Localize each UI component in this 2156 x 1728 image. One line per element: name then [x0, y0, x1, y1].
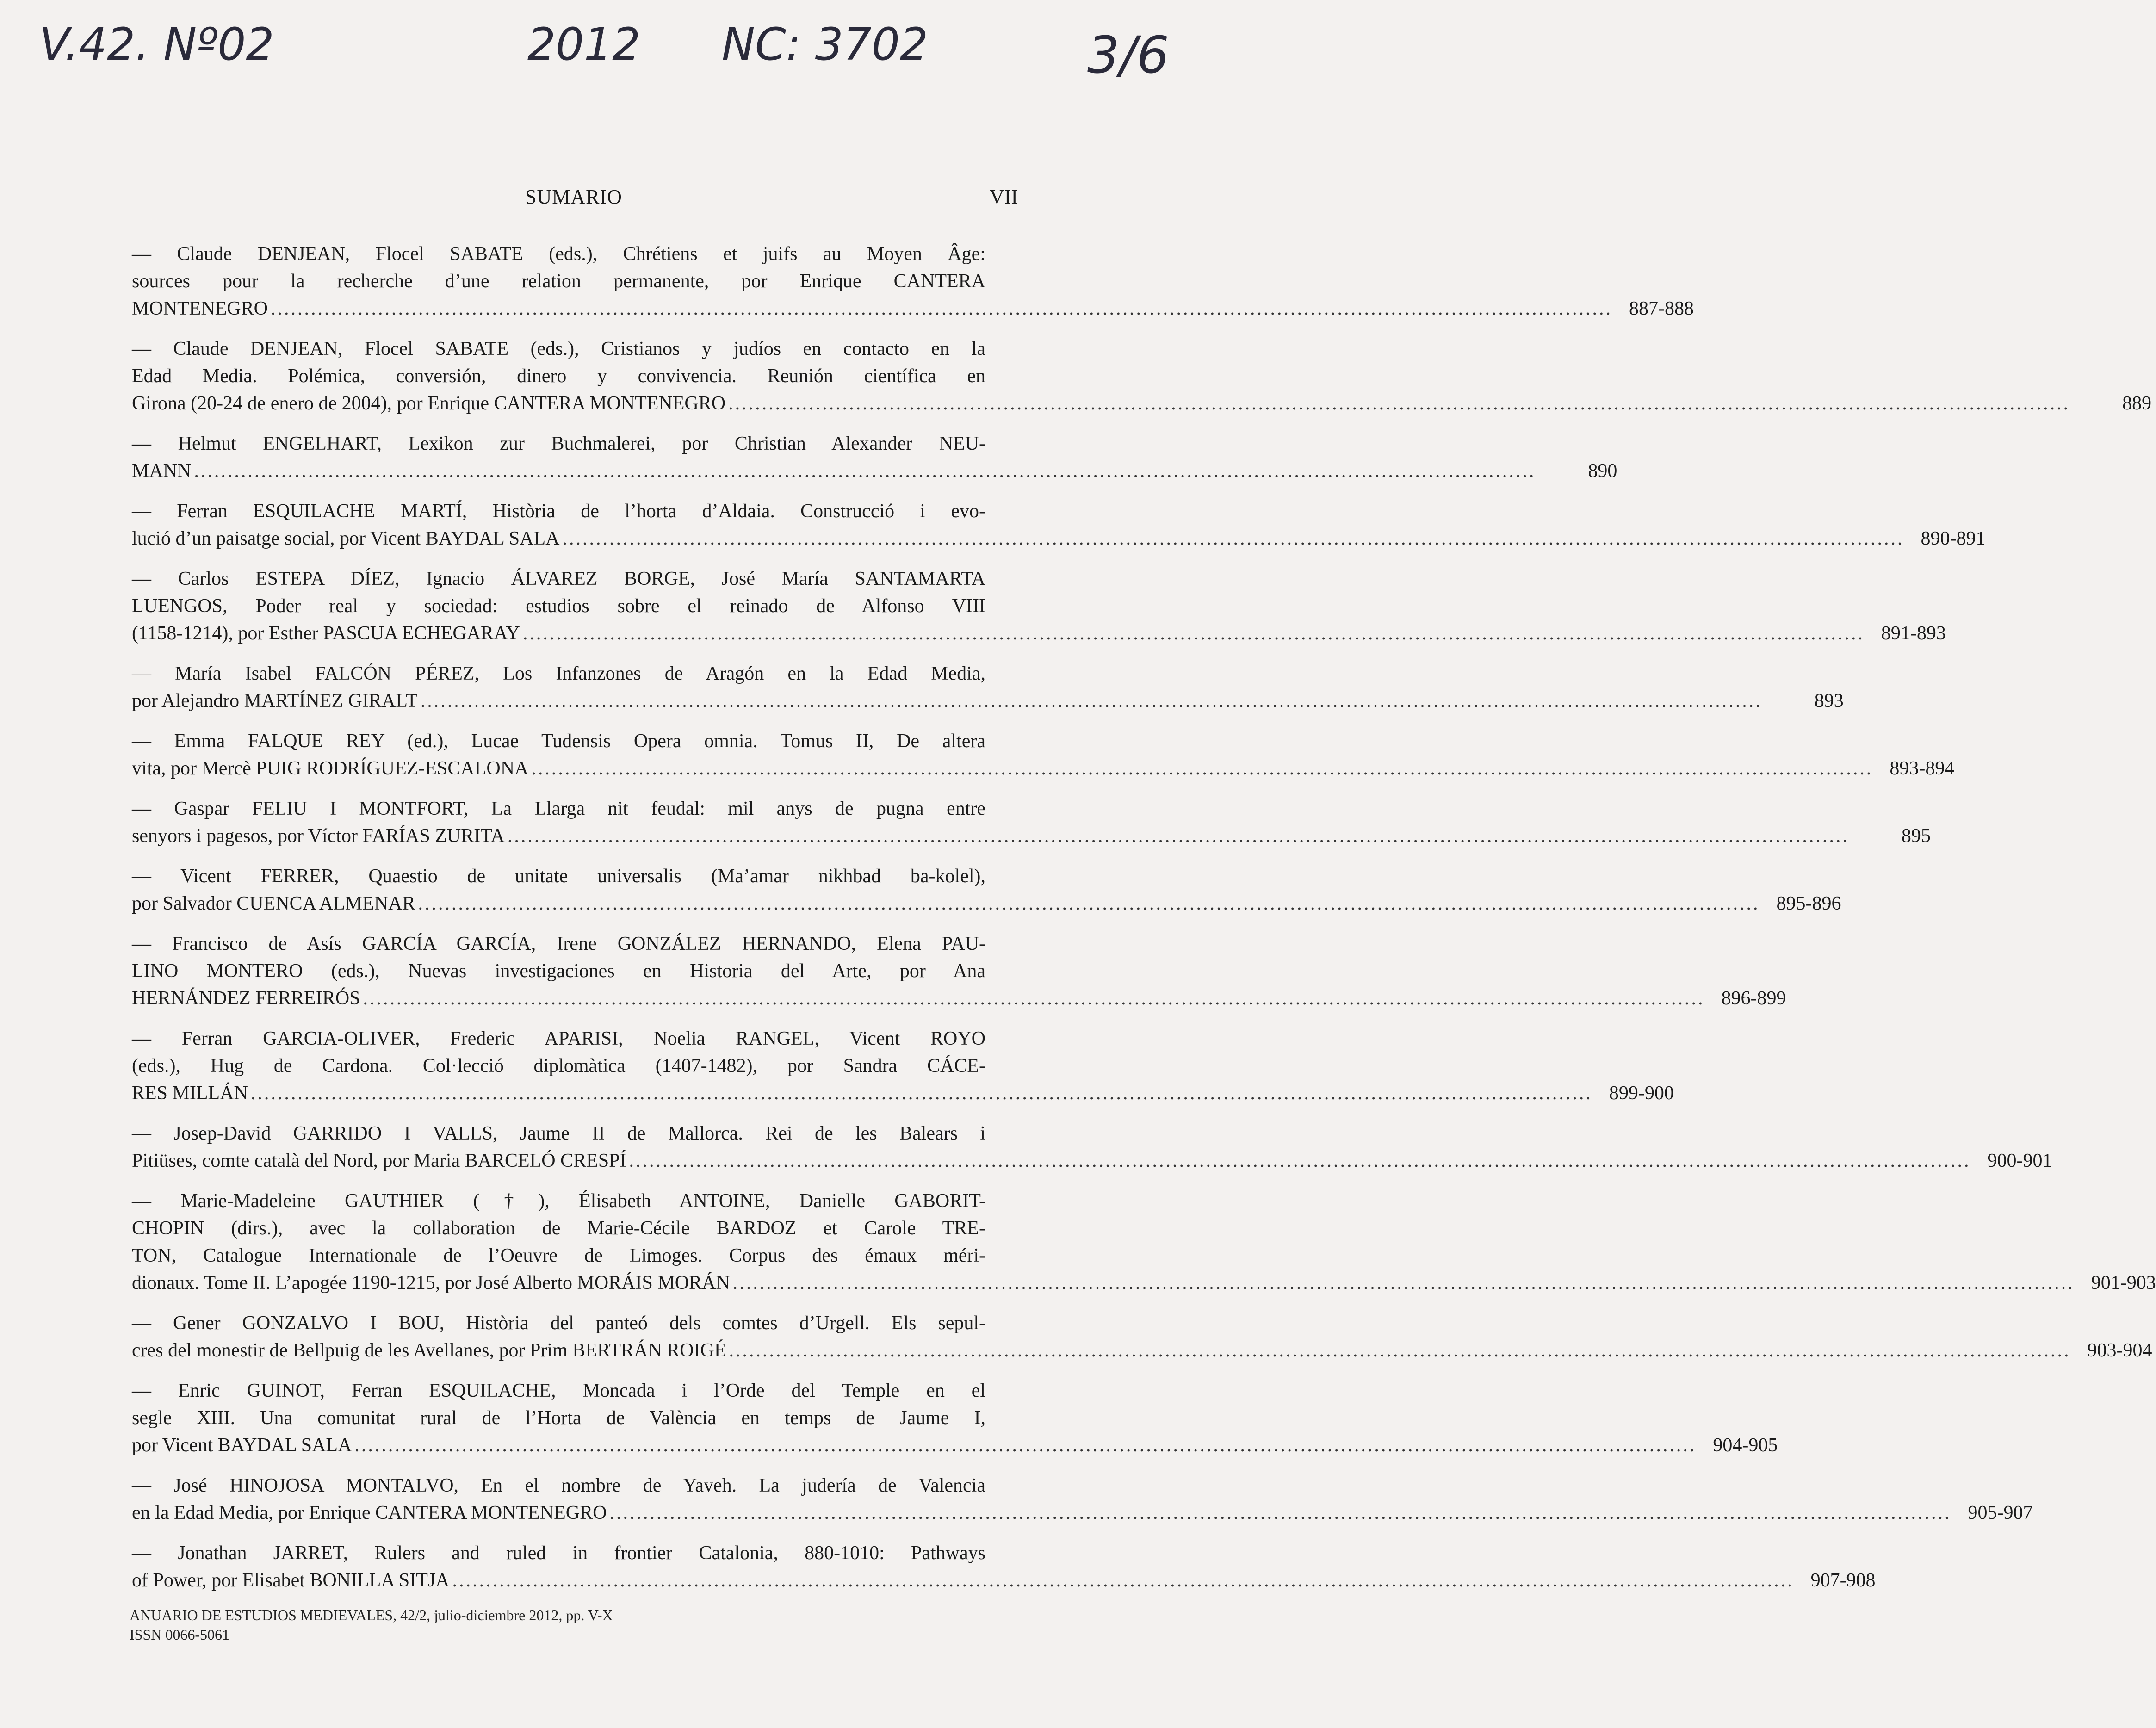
contents-entry: [132, 335, 2152, 417]
entry-last-text: Girona (20-24 de enero de 2004), por Enrique CANTERA MONTENEGRO: [132, 393, 726, 414]
entry-pages: 903-904: [2087, 1340, 2152, 1361]
dot-leader: ........................................................................................................................................................................................................: [732, 1272, 2075, 1294]
entry-pages: 893-894: [1890, 758, 1955, 779]
entry-line: — Claude DENJEAN, Flocel SABATE (eds.), Cristianos y judíos en contacto en la: [132, 338, 985, 359]
entry-last-line: [132, 620, 1946, 647]
entry-last-text: (1158-1214), por Esther PASCUA ECHEGARAY: [132, 623, 520, 644]
dot-leader: ........................................................................................................................................................................................................: [194, 460, 1536, 482]
entry-last-line: [132, 1337, 2152, 1364]
dot-leader: ........................................................................................................................................................................................................: [728, 393, 2070, 414]
entry-last-line: [132, 1270, 2156, 1297]
entry-last-text: por Salvador CUENCA ALMENAR: [132, 893, 415, 914]
entry-pages: 889: [2122, 393, 2152, 414]
entry-last-text: Pitiüses, comte català del Nord, por Maria BARCELÓ CRESPÍ: [132, 1150, 626, 1171]
entry-last-line: [132, 1147, 2052, 1175]
entry-last-text: MANN: [132, 460, 192, 482]
entry-pages: 887-888: [1629, 298, 1694, 319]
entry-last-line: [132, 890, 1841, 917]
entry-pages: 890-891: [1921, 528, 1986, 549]
dot-leader: ........................................................................................................................................................................................................: [629, 1150, 1971, 1171]
entry-line: sources pour la recherche d’une relation permanente, por Enrique CANTERA: [132, 271, 985, 292]
contents-entry: [132, 1310, 2152, 1364]
entry-line: — Jonathan JARRET, Rulers and ruled in frontier Catalonia, 880-1010: Pathways: [132, 1542, 985, 1564]
dot-leader: ........................................................................................................................................................................................................: [507, 825, 1849, 847]
entry-pages: 900-901: [1987, 1150, 2052, 1171]
contents-entry: [132, 241, 1694, 322]
entry-pages: 907-908: [1810, 1570, 1876, 1591]
entry-line: — Ferran GARCIA-OLIVER, Frederic APARISI, Noelia RANGEL, Vicent ROYO: [132, 1028, 985, 1049]
dot-leader: ........................................................................................................................................................................................................: [522, 623, 1865, 644]
dot-leader: ........................................................................................................................................................................................................: [363, 988, 1705, 1009]
contents-entry: [132, 1540, 1876, 1594]
entry-line: — María Isabel FALCÓN PÉREZ, Los Infanzones de Aragón en la Edad Media,: [132, 663, 985, 684]
entry-last-line: [132, 1080, 1674, 1107]
entry-pages: 890: [1588, 460, 1617, 482]
entry-line: — Vicent FERRER, Quaestio de unitate universalis (Ma’amar nikhbad ba-kolel),: [132, 866, 985, 887]
entry-line: — Josep-David GARRIDO I VALLS, Jaume II de Mallorca. Rei de les Balears i: [132, 1123, 985, 1144]
contents-entry: [132, 1120, 2052, 1175]
contents-entry: [132, 1025, 1674, 1107]
entry-line: TON, Catalogue Internationale de l’Oeuvre de Limoges. Corpus des émaux méri-: [132, 1245, 985, 1266]
entry-pages: 893: [1814, 690, 1844, 712]
entry-line: — Emma FALQUE REY (ed.), Lucae Tudensis Opera omnia. Tomus II, De altera: [132, 731, 985, 752]
entry-last-line: [132, 687, 1844, 715]
entry-last-text: cres del monestir de Bellpuig de les Avellanes, por Prim BERTRÁN ROIGÉ: [132, 1340, 726, 1361]
contents-list: [132, 241, 2156, 1607]
dot-leader: ........................................................................................................................................................................................................: [270, 298, 1612, 319]
entry-line: — Enric GUINOT, Ferran ESQUILACHE, Moncada i l’Orde del Temple en el: [132, 1380, 985, 1401]
entry-line: (eds.), Hug de Cardona. Col·lecció diplomàtica (1407-1482), por Sandra CÁCE-: [132, 1055, 985, 1077]
entry-last-line: [132, 985, 1786, 1012]
handwritten-fraction: 3/6: [1087, 25, 1170, 85]
contents-entry: [132, 1472, 2033, 1527]
entry-last-line: [132, 1567, 1876, 1594]
entry-line: — Marie-Madeleine GAUTHIER (†), Élisabeth ANTOINE, Danielle GABORIT-: [132, 1190, 985, 1212]
entry-line: — Helmut ENGELHART, Lexikon zur Buchmalerei, por Christian Alexander NEU-: [132, 433, 985, 454]
entry-line: — Carlos ESTEPA DÍEZ, Ignacio ÁLVAREZ BORGE, José María SANTAMARTA: [132, 568, 985, 589]
dot-leader: ........................................................................................................................................................................................................: [420, 690, 1762, 712]
contents-entry: [132, 565, 1946, 647]
contents-entry: [132, 660, 1844, 715]
entry-line: — Gaspar FELIU I MONTFORT, La Llarga nit feudal: mil anys de pugna entre: [132, 798, 985, 819]
entry-last-text: por Vicent BAYDAL SALA: [132, 1435, 352, 1456]
dot-leader: ........................................................................................................................................................................................................: [418, 893, 1760, 914]
dot-leader: ........................................................................................................................................................................................................: [609, 1502, 1952, 1524]
contents-entry: [132, 1188, 2156, 1297]
dot-leader: ........................................................................................................................................................................................................: [354, 1435, 1697, 1456]
entry-last-line: [132, 295, 1694, 322]
page-header: [130, 185, 1018, 213]
entry-pages: 896-899: [1721, 988, 1786, 1009]
entry-pages: 891-893: [1881, 623, 1946, 644]
entry-line: segle XIII. Una comunitat rural de l’Horta de València en temps de Jaume I,: [132, 1407, 985, 1429]
entry-line: — Francisco de Asís GARCÍA GARCÍA, Irene GONZÁLEZ HERNANDO, Elena PAU-: [132, 933, 985, 954]
entry-line: LUENGOS, Poder real y sociedad: estudios sobre el reinado de Alfonso VIII: [132, 595, 985, 617]
contents-entry: [132, 863, 1841, 917]
dot-leader: ........................................................................................................................................................................................................: [250, 1083, 1592, 1104]
handwritten-code: 2012: [527, 19, 641, 70]
entry-last-text: RES MILLÁN: [132, 1083, 248, 1104]
entry-pages: 899-900: [1609, 1083, 1674, 1104]
entry-last-line: [132, 1432, 1778, 1459]
entry-last-text: por Alejandro MARTÍNEZ GIRALT: [132, 690, 418, 712]
entry-last-line: [132, 755, 1955, 782]
entry-last-text: vita, por Mercè PUIG RODRÍGUEZ-ESCALONA: [132, 758, 529, 779]
journal-citation: ANUARIO DE ESTUDIOS MEDIEVALES, 42/2, julio-diciembre 2012, pp. V-X: [130, 1607, 613, 1623]
entry-line: CHOPIN (dirs.), avec la collaboration de Marie-Cécile BARDOZ et Carole TRE-: [132, 1218, 985, 1239]
page-footer: [130, 1605, 613, 1644]
entry-last-text: lució d’un paisatge social, por Vicent BAYDAL SALA: [132, 528, 560, 549]
handwritten-volume: V.42. Nº02: [39, 19, 274, 70]
entry-last-text: HERNÁNDEZ FERREIRÓS: [132, 988, 360, 1009]
entry-last-line: [132, 390, 2152, 417]
entry-last-text: en la Edad Media, por Enrique CANTERA MONTENEGRO: [132, 1502, 607, 1524]
entry-line: LINO MONTERO (eds.), Nuevas investigaciones en Historia del Arte, por Ana: [132, 960, 985, 982]
entry-line: — Ferran ESQUILACHE MARTÍ, Història de l’horta d’Aldaia. Construcció i evo-: [132, 501, 985, 522]
entry-line: — Claude DENJEAN, Flocel SABATE (eds.), Chrétiens et juifs au Moyen Âge:: [132, 243, 985, 265]
entry-last-line: [132, 525, 1986, 552]
entry-last-text: of Power, por Elisabet BONILLA SITJA: [132, 1570, 450, 1591]
dot-leader: ........................................................................................................................................................................................................: [452, 1570, 1794, 1591]
dot-leader: ........................................................................................................................................................................................................: [729, 1340, 2071, 1361]
dot-leader: ........................................................................................................................................................................................................: [531, 758, 1873, 779]
contents-entry: [132, 430, 1617, 485]
entry-last-line: [132, 458, 1617, 485]
contents-entry: [132, 728, 1955, 782]
entry-line: — José HINOJOSA MONTALVO, En el nombre de Yaveh. La judería de Valencia: [132, 1475, 985, 1496]
entry-pages: 905-907: [1968, 1502, 2033, 1524]
entry-last-line: [132, 823, 1931, 850]
entry-pages: 895-896: [1776, 893, 1841, 914]
entry-pages: 895: [1901, 825, 1931, 847]
contents-entry: [132, 930, 1786, 1012]
contents-entry: [132, 498, 1986, 552]
entry-line: Edad Media. Polémica, conversión, dinero y convivencia. Reunión científica en: [132, 365, 985, 387]
dot-leader: ........................................................................................................................................................................................................: [562, 528, 1904, 549]
entry-last-line: [132, 1499, 2033, 1527]
handwritten-nc: NC: 3702: [722, 19, 929, 70]
entry-last-text: dionaux. Tome II. L’apogée 1190-1215, por José Alberto MORÁIS MORÁN: [132, 1272, 730, 1294]
entry-line: — Gener GONZALVO I BOU, Història del panteó dels comtes d’Urgell. Els sepul-: [132, 1313, 985, 1334]
issn: ISSN 0066-5061: [130, 1626, 230, 1643]
contents-entry: [132, 1377, 1778, 1459]
entry-last-text: senyors i pagesos, por Víctor FARÍAS ZURITA: [132, 825, 505, 847]
entry-last-text: MONTENEGRO: [132, 298, 268, 319]
entry-pages: 901-903: [2091, 1272, 2156, 1294]
page-number: VII: [989, 186, 1018, 208]
entry-pages: 904-905: [1713, 1435, 1778, 1456]
contents-entry: [132, 795, 1931, 850]
page-title: SUMARIO: [525, 186, 622, 208]
